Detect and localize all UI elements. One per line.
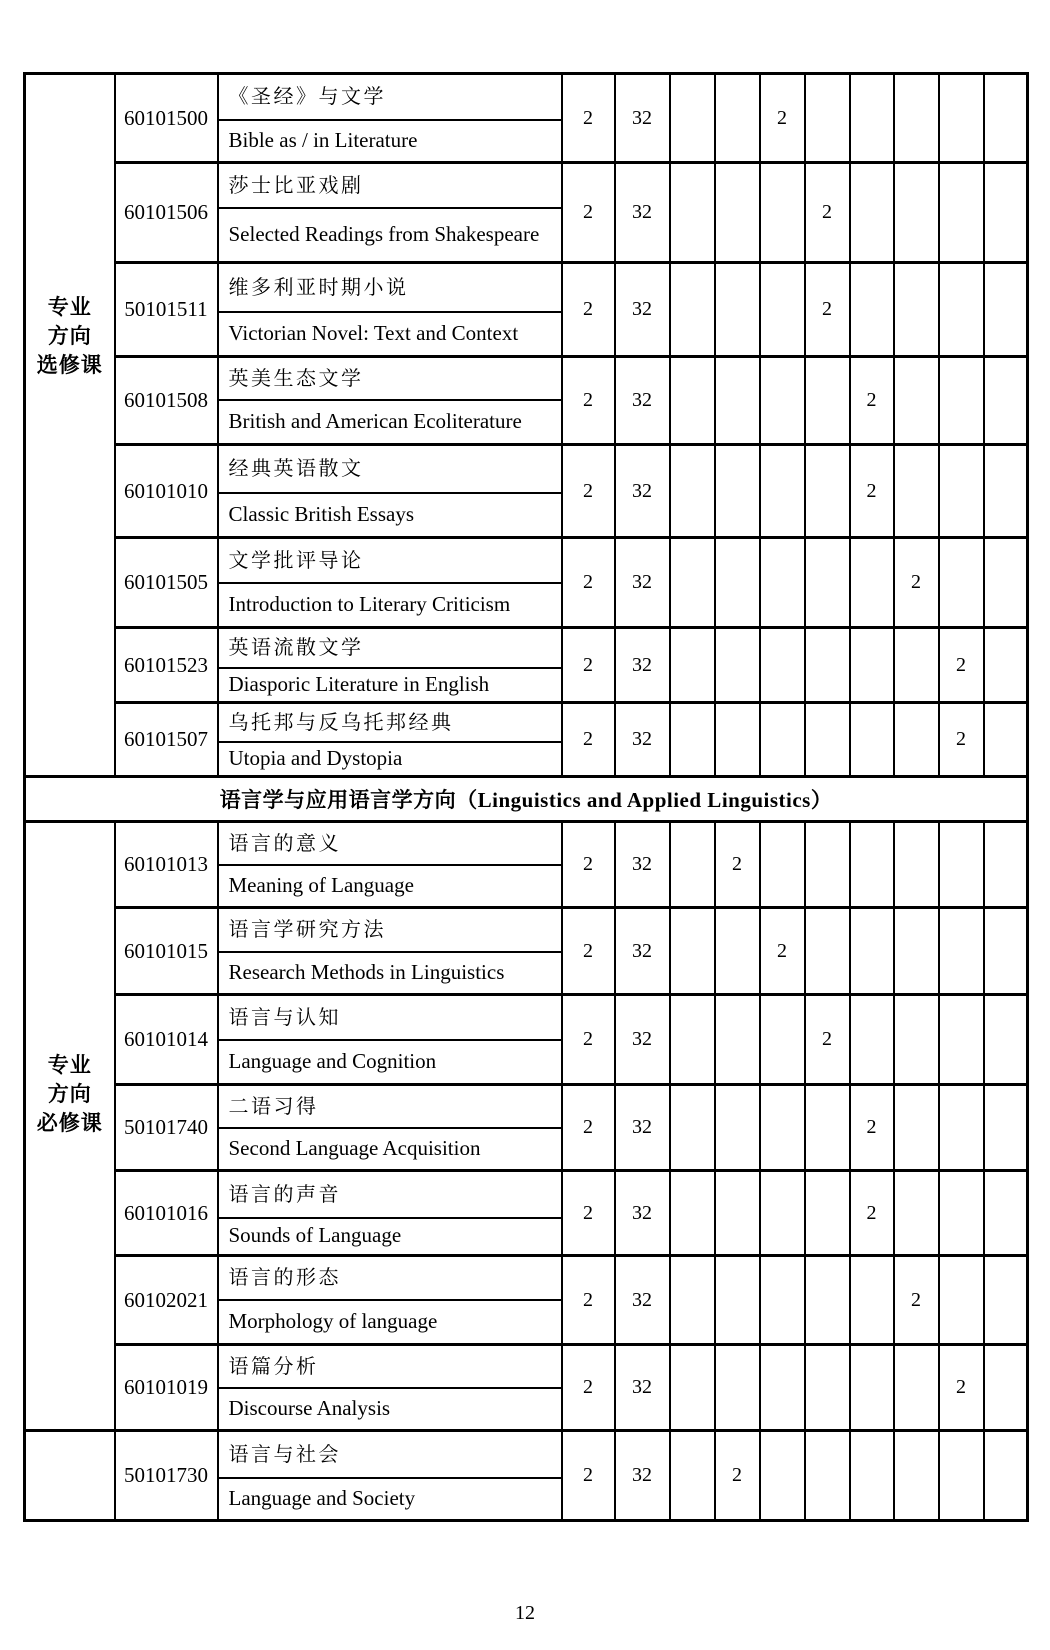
semester-cell: [715, 995, 760, 1085]
semester-cell: [850, 822, 894, 908]
course-code: 60101010: [115, 445, 218, 538]
course-name-en: Classic British Essays: [218, 493, 562, 538]
course-name-zh: 语言与社会: [218, 1431, 562, 1478]
course-code: 60101507: [115, 703, 218, 777]
hours-cell: 32: [615, 445, 670, 538]
category-line: 专业: [47, 296, 92, 319]
semester-cell: [715, 357, 760, 445]
credits-cell: 2: [562, 995, 615, 1085]
semester-cell: [984, 1345, 1028, 1431]
credits-cell: 2: [562, 445, 615, 538]
course-name-zh: 语言与认知: [218, 995, 562, 1040]
semester-cell: [715, 628, 760, 703]
semester-cell: [760, 628, 805, 703]
semester-cell: [715, 908, 760, 995]
semester-cell: [715, 74, 760, 163]
semester-cell: 2: [850, 1085, 894, 1171]
course-name-en: Morphology of language: [218, 1300, 562, 1345]
semester-cell: [670, 1171, 715, 1256]
semester-cell: [894, 1085, 939, 1171]
semester-cell: [939, 263, 984, 357]
credits-cell: 2: [562, 74, 615, 163]
semester-cell: [760, 1171, 805, 1256]
semester-cell: [715, 445, 760, 538]
semester-cell: [805, 445, 850, 538]
hours-cell: 32: [615, 703, 670, 777]
course-name-en: Language and Society: [218, 1478, 562, 1521]
semester-cell: [984, 995, 1028, 1085]
semester-cell: [894, 1171, 939, 1256]
semester-cell: [760, 1085, 805, 1171]
course-code: 60101015: [115, 908, 218, 995]
semester-cell: [894, 163, 939, 263]
semester-cell: [850, 908, 894, 995]
course-row-top: [25, 822, 1028, 865]
semester-cell: [850, 538, 894, 628]
semester-cell: [805, 1171, 850, 1256]
course-row-top: [25, 263, 1028, 312]
course-row-top: [25, 357, 1028, 400]
semester-cell: 2: [805, 995, 850, 1085]
semester-cell: 2: [939, 1345, 984, 1431]
page-number: 12: [515, 1602, 535, 1624]
semester-cell: [984, 1431, 1028, 1521]
semester-cell: [670, 628, 715, 703]
semester-cell: 2: [715, 822, 760, 908]
course-code: 60101505: [115, 538, 218, 628]
course-code: 60101523: [115, 628, 218, 703]
semester-cell: [715, 163, 760, 263]
semester-cell: [715, 1345, 760, 1431]
semester-cell: 2: [760, 908, 805, 995]
category-cell-required: [25, 822, 115, 1431]
course-name-en: Research Methods in Linguistics: [218, 952, 562, 995]
course-code: 60101014: [115, 995, 218, 1085]
category-line: 必修课: [36, 1112, 103, 1135]
semester-cell: [894, 1431, 939, 1521]
semester-cell: [760, 1256, 805, 1345]
hours-cell: 32: [615, 263, 670, 357]
course-row-top: [25, 1085, 1028, 1128]
credits-cell: 2: [562, 538, 615, 628]
semester-cell: [984, 1256, 1028, 1345]
course-name-zh: 二语习得: [218, 1085, 562, 1128]
semester-cell: [805, 1431, 850, 1521]
course-name-zh: 莎士比亚戏剧: [218, 163, 562, 208]
semester-cell: [850, 1345, 894, 1431]
course-name-zh: 语篇分析: [218, 1345, 562, 1388]
semester-cell: [984, 74, 1028, 163]
course-code: 50101511: [115, 263, 218, 357]
semester-cell: [670, 445, 715, 538]
semester-cell: [670, 1431, 715, 1521]
course-name-zh: 维多利亚时期小说: [218, 263, 562, 312]
semester-cell: [760, 822, 805, 908]
hours-cell: 32: [615, 74, 670, 163]
credits-cell: 2: [562, 1171, 615, 1256]
course-name-zh: 《圣经》与文学: [218, 74, 562, 120]
semester-cell: 2: [850, 445, 894, 538]
course-row-top: [25, 1256, 1028, 1300]
semester-cell: [670, 1085, 715, 1171]
semester-cell: [939, 1256, 984, 1345]
semester-cell: [850, 74, 894, 163]
semester-cell: [850, 163, 894, 263]
hours-cell: 32: [615, 628, 670, 703]
semester-cell: [939, 357, 984, 445]
semester-cell: [894, 628, 939, 703]
semester-cell: [894, 703, 939, 777]
course-name-en: Meaning of Language: [218, 865, 562, 908]
semester-cell: [894, 822, 939, 908]
hours-cell: 32: [615, 822, 670, 908]
course-code: 60102021: [115, 1256, 218, 1345]
course-name-zh: 语言的意义: [218, 822, 562, 865]
semester-cell: [939, 908, 984, 995]
hours-cell: 32: [615, 908, 670, 995]
course-name-en: Sounds of Language: [218, 1218, 562, 1256]
course-code: 60101500: [115, 74, 218, 163]
semester-cell: 2: [850, 1171, 894, 1256]
semester-cell: [760, 1431, 805, 1521]
semester-cell: [670, 703, 715, 777]
credits-cell: 2: [562, 1085, 615, 1171]
credits-cell: 2: [562, 1345, 615, 1431]
credits-cell: 2: [562, 822, 615, 908]
semester-cell: [760, 445, 805, 538]
section-divider-row: [25, 777, 1028, 822]
semester-cell: 2: [894, 1256, 939, 1345]
course-name-zh: 英美生态文学: [218, 357, 562, 400]
course-name-en: Utopia and Dystopia: [218, 742, 562, 777]
course-code: 60101506: [115, 163, 218, 263]
course-name-en: Diasporic Literature in English: [218, 668, 562, 703]
hours-cell: 32: [615, 1345, 670, 1431]
semester-cell: [894, 357, 939, 445]
semester-cell: [805, 538, 850, 628]
semester-cell: [805, 1345, 850, 1431]
hours-cell: 32: [615, 538, 670, 628]
semester-cell: [760, 538, 805, 628]
semester-cell: 2: [805, 163, 850, 263]
credits-cell: 2: [562, 163, 615, 263]
semester-cell: [939, 445, 984, 538]
credits-cell: 2: [562, 1431, 615, 1521]
semester-cell: [984, 538, 1028, 628]
semester-cell: [984, 357, 1028, 445]
semester-cell: [760, 263, 805, 357]
semester-cell: [715, 1085, 760, 1171]
semester-cell: [805, 357, 850, 445]
hours-cell: 32: [615, 1256, 670, 1345]
course-name-zh: 英语流散文学: [218, 628, 562, 668]
semester-cell: [939, 995, 984, 1085]
semester-cell: [760, 995, 805, 1085]
hours-cell: 32: [615, 1431, 670, 1521]
semester-cell: [670, 908, 715, 995]
semester-cell: [894, 445, 939, 538]
hours-cell: 32: [615, 357, 670, 445]
credits-cell: 2: [562, 263, 615, 357]
course-name-en: Second Language Acquisition: [218, 1128, 562, 1171]
course-row-top: [25, 1431, 1028, 1478]
semester-cell: [894, 995, 939, 1085]
semester-cell: 2: [715, 1431, 760, 1521]
semester-cell: [984, 822, 1028, 908]
course-code: 60101508: [115, 357, 218, 445]
semester-cell: [939, 163, 984, 263]
semester-cell: [805, 74, 850, 163]
course-name-zh: 语言学研究方法: [218, 908, 562, 952]
course-name-zh: 语言的声音: [218, 1171, 562, 1218]
section-header: 语言学与应用语言学方向（Linguistics and Applied Linguistics）: [25, 777, 1028, 822]
course-name-zh: 文学批评导论: [218, 538, 562, 583]
course-row-top: [25, 538, 1028, 583]
semester-cell: 2: [894, 538, 939, 628]
semester-cell: [670, 263, 715, 357]
semester-cell: [850, 628, 894, 703]
semester-cell: [894, 908, 939, 995]
semester-cell: [939, 1431, 984, 1521]
course-name-zh: 乌托邦与反乌托邦经典: [218, 703, 562, 742]
course-name-en: Introduction to Literary Criticism: [218, 583, 562, 628]
semester-cell: [984, 263, 1028, 357]
course-row-top: [25, 1171, 1028, 1218]
semester-cell: [670, 822, 715, 908]
semester-cell: 2: [939, 703, 984, 777]
semester-cell: [939, 74, 984, 163]
category-cell-electives: [25, 74, 115, 777]
semester-cell: [939, 822, 984, 908]
category-line: 方向: [47, 1083, 92, 1106]
course-row-top: [25, 703, 1028, 742]
semester-cell: [760, 703, 805, 777]
semester-cell: [715, 1256, 760, 1345]
semester-cell: [715, 263, 760, 357]
semester-cell: [939, 1085, 984, 1171]
course-name-zh: 语言的形态: [218, 1256, 562, 1300]
semester-cell: [984, 628, 1028, 703]
category-line: 专业: [47, 1054, 92, 1077]
semester-cell: [805, 1256, 850, 1345]
semester-cell: [850, 1431, 894, 1521]
course-row-top: [25, 74, 1028, 120]
semester-cell: [670, 357, 715, 445]
course-row-top: [25, 1345, 1028, 1388]
semester-cell: [850, 1256, 894, 1345]
category-line: 选修课: [36, 354, 103, 377]
semester-cell: [760, 1345, 805, 1431]
semester-cell: [760, 357, 805, 445]
semester-cell: [805, 1085, 850, 1171]
semester-cell: [894, 1345, 939, 1431]
semester-cell: [805, 908, 850, 995]
course-code: 50101730: [115, 1431, 218, 1521]
course-row-top: [25, 908, 1028, 952]
semester-cell: [984, 1171, 1028, 1256]
course-name-en: Selected Readings from Shakespeare: [218, 208, 562, 263]
semester-cell: [984, 163, 1028, 263]
semester-cell: [805, 822, 850, 908]
hours-cell: 32: [615, 163, 670, 263]
course-name-en: Discourse Analysis: [218, 1388, 562, 1431]
semester-cell: [850, 995, 894, 1085]
semester-cell: [670, 1345, 715, 1431]
hours-cell: 32: [615, 1085, 670, 1171]
category-cell-empty: [25, 1431, 115, 1521]
course-code: 50101740: [115, 1085, 218, 1171]
hours-cell: 32: [615, 995, 670, 1085]
semester-cell: [670, 163, 715, 263]
curriculum-table: [23, 72, 1029, 1522]
course-row-top: [25, 445, 1028, 493]
course-code: 60101013: [115, 822, 218, 908]
semester-cell: [984, 908, 1028, 995]
course-row-top: [25, 995, 1028, 1040]
semester-cell: [984, 703, 1028, 777]
semester-cell: [670, 74, 715, 163]
semester-cell: 2: [760, 74, 805, 163]
credits-cell: 2: [562, 703, 615, 777]
course-name-en: Bible as / in Literature: [218, 120, 562, 163]
semester-cell: [894, 74, 939, 163]
semester-cell: [939, 538, 984, 628]
credits-cell: 2: [562, 357, 615, 445]
semester-cell: [984, 445, 1028, 538]
course-code: 60101016: [115, 1171, 218, 1256]
semester-cell: [670, 995, 715, 1085]
semester-cell: 2: [805, 263, 850, 357]
course-name-en: British and American Ecoliterature: [218, 400, 562, 445]
course-code: 60101019: [115, 1345, 218, 1431]
semester-cell: [850, 703, 894, 777]
semester-cell: 2: [850, 357, 894, 445]
semester-cell: [715, 1171, 760, 1256]
semester-cell: [805, 703, 850, 777]
course-row-top: [25, 628, 1028, 668]
credits-cell: 2: [562, 908, 615, 995]
semester-cell: [715, 703, 760, 777]
semester-cell: [670, 538, 715, 628]
semester-cell: [805, 628, 850, 703]
semester-cell: [715, 538, 760, 628]
category-line: 方向: [47, 325, 92, 348]
semester-cell: [670, 1256, 715, 1345]
semester-cell: [850, 263, 894, 357]
credits-cell: 2: [562, 1256, 615, 1345]
semester-cell: [894, 263, 939, 357]
semester-cell: [984, 1085, 1028, 1171]
course-name-en: Victorian Novel: Text and Context: [218, 312, 562, 357]
course-name-en: Language and Cognition: [218, 1040, 562, 1085]
hours-cell: 32: [615, 1171, 670, 1256]
credits-cell: 2: [562, 628, 615, 703]
semester-cell: [939, 1171, 984, 1256]
semester-cell: [760, 163, 805, 263]
semester-cell: 2: [939, 628, 984, 703]
course-name-zh: 经典英语散文: [218, 445, 562, 493]
course-row-top: [25, 163, 1028, 208]
